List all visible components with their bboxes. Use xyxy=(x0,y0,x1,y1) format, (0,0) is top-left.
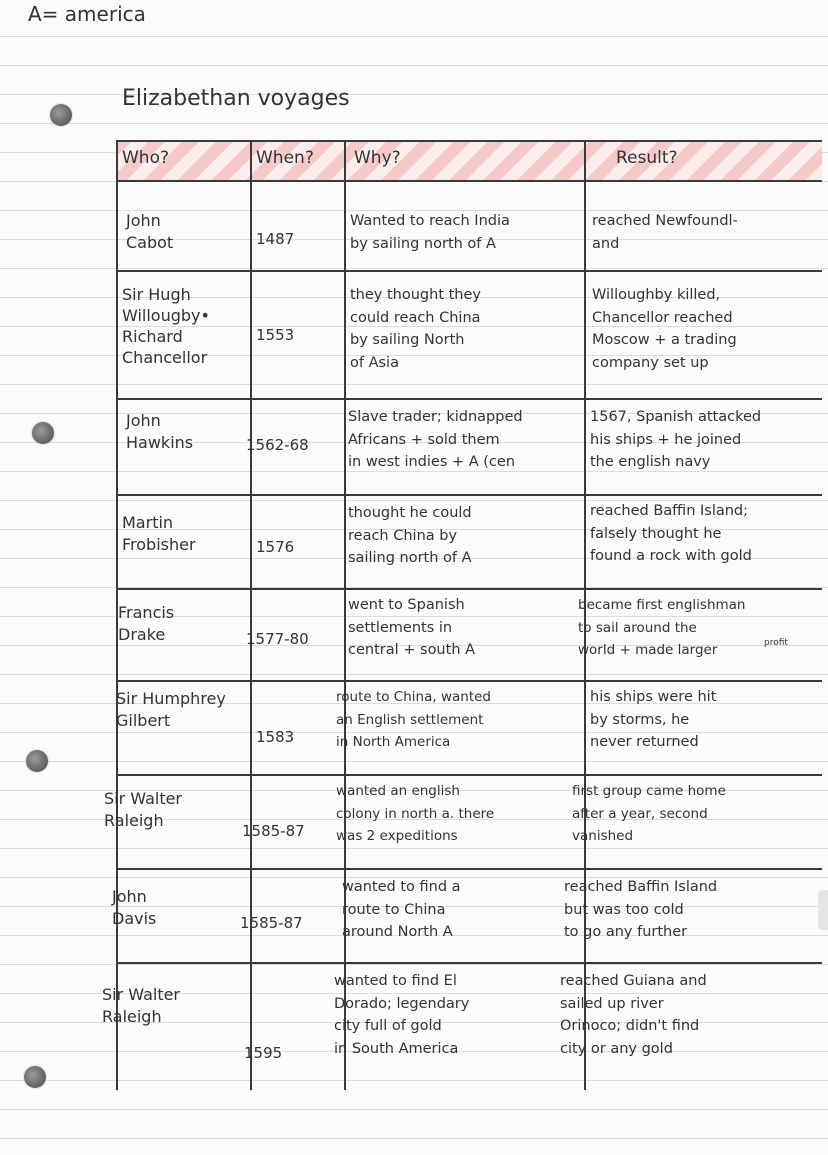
row-2-result: Willoughby killed, Chancellor reached Moscow + a trading company set up xyxy=(592,287,737,371)
punch-hole-4 xyxy=(24,1066,46,1088)
row-7-why: wanted an english colony in north a. there was 2 expeditions xyxy=(336,783,495,844)
row-3-result: 1567, Spanish attacked his ships + he joined the english navy xyxy=(590,409,762,470)
grid-line xyxy=(116,180,822,182)
grid-line xyxy=(250,140,252,1090)
grid-line xyxy=(116,868,822,870)
grid-line xyxy=(116,270,822,272)
row-6-who: Sir Humphrey Gilbert xyxy=(116,689,226,730)
row-4-result: reached Baffin Island; falsely thought he found a rock with gold xyxy=(590,503,752,564)
row-5-why: went to Spanish settlements in central + south A xyxy=(348,597,476,658)
row-1-who: John Cabot xyxy=(126,211,174,252)
row-8-why: wanted to find a route to China around North A xyxy=(342,879,461,940)
row-6-result: his ships were hit by storms, he never returned xyxy=(590,689,717,750)
header-who: Who? xyxy=(122,148,170,168)
row-7-result: first group came home after a year, second vanished xyxy=(572,783,726,844)
header-why: Why? xyxy=(354,148,401,168)
row-6-when: 1583 xyxy=(256,728,295,746)
row-2-who: Sir Hugh Willougby• Richard Chancellor xyxy=(122,285,210,367)
grid-line xyxy=(344,140,346,1090)
row-4-who: Martin Frobisher xyxy=(122,513,196,554)
row-5-who: Francis Drake xyxy=(118,603,175,644)
row-8-result: reached Baffin Island but was too cold to go any further xyxy=(564,879,718,940)
row-4-when: 1576 xyxy=(256,538,295,556)
top-note: A= america xyxy=(28,2,146,26)
punch-hole-1 xyxy=(50,104,72,126)
header-result: Result? xyxy=(616,148,678,168)
row-1-result: reached Newfoundl- and xyxy=(592,213,738,252)
row-1-when: 1487 xyxy=(256,230,295,248)
grid-line xyxy=(116,494,822,496)
grid-line xyxy=(116,962,822,964)
row-3-who: John Hawkins xyxy=(126,411,194,452)
row-9-why: wanted to find El Dorado; legendary city full of gold in South America xyxy=(334,973,470,1057)
header-band xyxy=(116,140,822,180)
row-5-note: profit xyxy=(764,638,788,648)
row-9-who: Sir Walter Raleigh xyxy=(102,985,181,1026)
row-2-why: they thought they could reach China by sailing North of Asia xyxy=(350,287,481,371)
row-3-why: Slave trader; kidnapped Africans + sold them in west indies + A (cen xyxy=(348,409,523,470)
punch-hole-2 xyxy=(32,422,54,444)
row-8-when: 1585-87 xyxy=(240,914,303,932)
grid-line xyxy=(116,140,822,142)
voyages-table xyxy=(102,140,822,1100)
row-6-why: route to China, wanted an English settlement in North America xyxy=(336,689,491,750)
header-when: When? xyxy=(256,148,314,168)
punch-hole-3 xyxy=(26,750,48,772)
row-9-result: reached Guiana and sailed up river Orinoco; didn't find city or any gold xyxy=(560,973,707,1057)
row-8-who: John Davis xyxy=(112,887,157,928)
row-2-when: 1553 xyxy=(256,326,295,344)
row-9-when: 1595 xyxy=(244,1044,283,1062)
row-7-when: 1585-87 xyxy=(242,822,305,840)
row-3-when: 1562-68 xyxy=(246,436,309,454)
row-5-result: became first englishman to sail around the world + made larger xyxy=(578,597,746,658)
page-title: Elizabethan voyages xyxy=(122,86,350,111)
grid-line xyxy=(116,680,822,682)
row-7-who: Sir Walter Raleigh xyxy=(104,789,183,830)
row-5-when: 1577-80 xyxy=(246,630,309,648)
grid-line xyxy=(116,774,822,776)
grid-line xyxy=(116,398,822,400)
row-1-why: Wanted to reach India by sailing north of A xyxy=(350,213,510,252)
grid-line xyxy=(116,588,822,590)
row-4-why: thought he could reach China by sailing north of A xyxy=(348,505,472,566)
